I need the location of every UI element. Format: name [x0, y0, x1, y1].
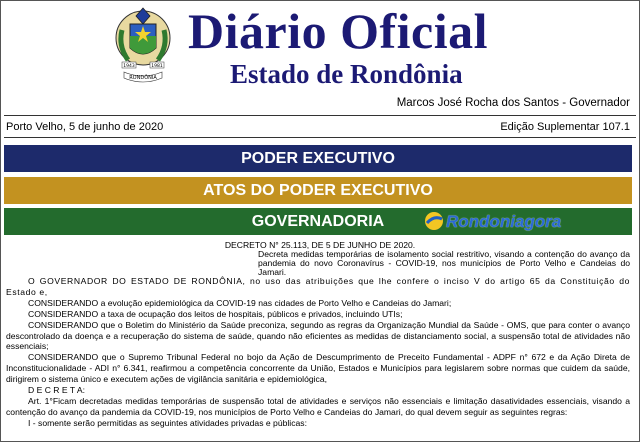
band-poder-executivo: PODER EXECUTIVO [4, 145, 632, 172]
place-date: Porto Velho, 5 de junho de 2020 [6, 121, 164, 133]
crest-banner: RONDÔNIA [129, 75, 157, 81]
preamble: O GOVERNADOR DO ESTADO DE RONDÔNIA, no uso das atribuições que lhe confere o inciso V do artigo 65 da Constituição do Estado e, [6, 276, 630, 297]
crest-year-left: 1943 [123, 64, 135, 69]
divider [4, 115, 636, 116]
journal-title: Diário Oficial [188, 3, 488, 59]
decree-ementa: Decreta medidas temporárias de isolamento social restritivo, visando a contenção do avanço da pandemia do novo Coronavírus - COVID-19, nos municípios de Porto Velho e Candeias do Jamari. [258, 249, 630, 278]
inciso-1: I - somente serão permitidas as seguintes atividades privadas e públicas: [28, 417, 307, 428]
band-atos-poder-executivo: ATOS DO PODER EXECUTIVO [4, 177, 632, 204]
rondoniagora-watermark: Rondoniagora [446, 212, 562, 231]
decreta-heading: D E C R E T A: [28, 385, 85, 396]
crest-year-right: 1981 [151, 64, 163, 69]
state-crest [108, 2, 178, 92]
considerando: CONSIDERANDO que o Supremo Tribunal Federal no bojo da Ação de Descumprimento de Preceito Fundamental - ADPF n° 672 e da Ação Direta de Inconstitucionalidade - ADI n° 6.341, reafirmou a competência concorrente da União, Estados e Municípios para legislarem sobre normas que cuidem da saúde, dirigirem o sistema único e executem ações de vigilância sanitária e epidemiológica, [6, 352, 630, 385]
governor-line: Marcos José Rocha dos Santos - Governador [396, 97, 630, 109]
considerando: CONSIDERANDO a taxa de ocupação dos leitos de hospitais, públicos e privados, incluindo UTIs; [28, 308, 403, 319]
considerando: CONSIDERANDO a evolução epidemiológica da COVID-19 nas cidades de Porto Velho e Candeias do Jamari; [28, 297, 452, 308]
journal-subtitle: Estado de Rondônia [230, 59, 463, 89]
divider [4, 137, 636, 138]
article-1: Art. 1°Ficam decretadas medidas temporárias de suspensão total de atividades e serviços não essenciais e limitação dasatividades essenciais, visando a contenção do avanço da pandemia da COVID-19, nos municípios de Porto Velho e Candeias do Jamari, do qual devem seguir as seguintes regras: [6, 395, 630, 417]
considerando: CONSIDERANDO que o Boletim do Ministério da Saúde preconiza, segundo as regras da Organização Mundial da Saúde - OMS, que para conter o avanço descontrolado da doença e a recuperação do sistema de saúde, quando não eficientes as medidas de distanciamento social, a suspensão total de atividades não essenciais; [6, 319, 630, 352]
rondoniagora-logo-icon [424, 211, 444, 231]
edition-number: Edição Suplementar 107.1 [500, 121, 630, 133]
band-governadoria: GOVERNADORIA [4, 208, 632, 235]
decree-body [6, 276, 630, 429]
decree-title: DECRETO N° 25.113, DE 5 DE JUNHO DE 2020. [224, 240, 416, 250]
